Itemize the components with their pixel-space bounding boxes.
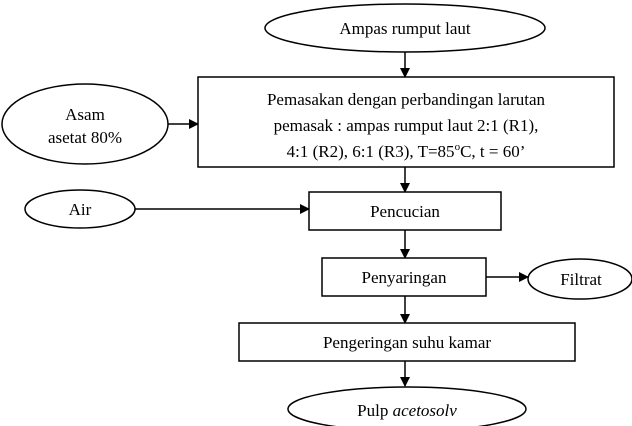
- cooking-node: [198, 77, 614, 167]
- drying-label: Pengeringan suhu kamar: [322, 333, 492, 352]
- cooking-label-line3: [287, 141, 526, 161]
- washing-node: [309, 192, 501, 230]
- water-node: [25, 190, 135, 228]
- filtering-node: [322, 258, 486, 296]
- filtering-label: Penyaringan: [361, 268, 447, 287]
- water-label: Air: [68, 200, 92, 219]
- acid-label-line2: asetat 80%: [47, 128, 123, 147]
- acid-node: [2, 84, 168, 164]
- filtrate-node: [528, 259, 632, 299]
- drying-node: [239, 323, 575, 361]
- washing-label: Pencucian: [370, 202, 440, 221]
- end-label-prefix: Pulp: [357, 401, 393, 420]
- cooking-label-line3-post: C, t = 60’: [460, 142, 526, 161]
- cooking-label-line2: pemasak : ampas rumput laut 2:1 (R1),: [273, 116, 539, 135]
- cooking-label-line1: Pemasakan dengan perbandingan larutan: [266, 90, 546, 109]
- end-label-italic: acetosolv: [392, 401, 457, 420]
- acid-label-line1: Asam: [65, 105, 105, 124]
- end-label: [357, 401, 457, 420]
- cooking-label-line3-pre: 4:1 (R2), 6:1 (R3), T=85: [286, 142, 455, 161]
- filtrate-label: Filtrat: [560, 270, 602, 289]
- cooking-label-line3-sup: o: [454, 141, 461, 153]
- start-label: Ampas rumput laut: [339, 19, 471, 38]
- start-node: [265, 4, 545, 52]
- end-node: [288, 387, 526, 426]
